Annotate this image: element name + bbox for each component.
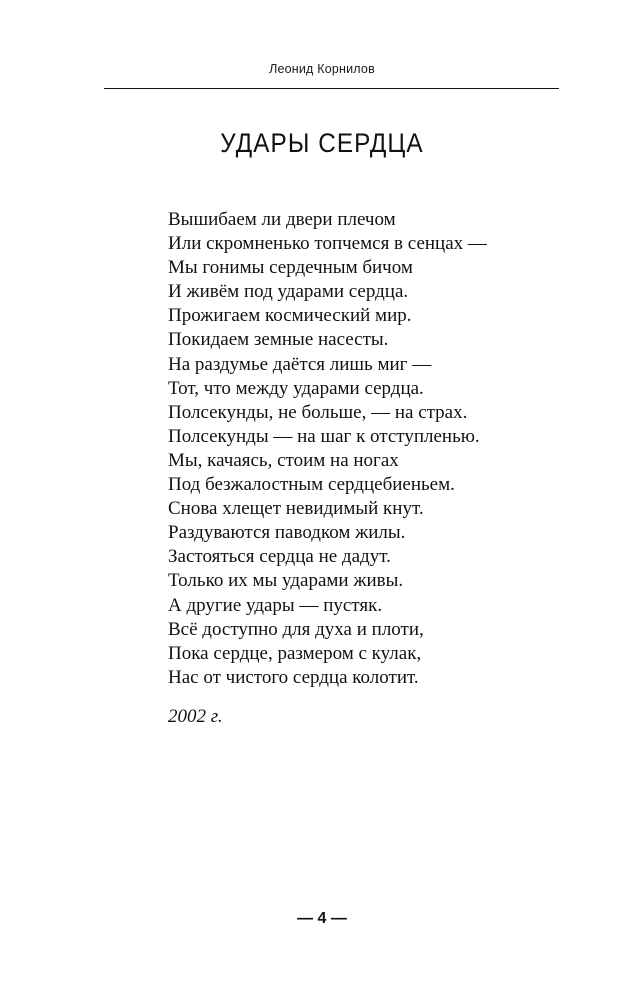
poem-line: Снова хлещет невидимый кнут. [168, 498, 424, 520]
poem-line: Только их мы ударами живы. [168, 570, 404, 592]
poem-line: Вышибаем ли двери плечом [168, 209, 396, 230]
poem-line: А другие удары — пустяк. [168, 594, 383, 616]
poem-line: Прожигаем космический мир. [168, 305, 412, 327]
poem-line: Раздуваются паводком жилы. [168, 522, 406, 544]
poem-title: УДАРЫ СЕРДЦА [220, 128, 424, 158]
poem-line: Или скромненько топчемся в сенцах — [168, 233, 487, 255]
poem-body [168, 208, 487, 690]
header-divider [104, 88, 559, 89]
poem-line: Мы, качаясь, стоим на ногах [168, 449, 399, 471]
poem-date: 2002 г. [168, 706, 223, 727]
poem-line: Мы гонимы сердечным бичом [168, 257, 413, 279]
poem-line: Пока сердце, размером с кулак, [168, 642, 422, 664]
poem-line: И живём под ударами сердца. [168, 281, 409, 303]
poem-line: Полсекунды, не больше, — на страх. [168, 401, 468, 423]
poem-line: Всё доступно для духа и плоти, [168, 618, 424, 640]
poem-line: Нас от чистого сердца колотит. [168, 666, 419, 688]
poem-line: Тот, что между ударами сердца. [168, 377, 424, 399]
page-number: — 4 — [297, 910, 347, 927]
poem-line: На раздумье даётся лишь миг — [168, 353, 432, 375]
poem-line: Покидаем земные насесты. [168, 329, 389, 351]
poem-line: Застояться сердца не дадут. [168, 546, 391, 568]
poem-line: Полсекунды — на шаг к отступленью. [168, 425, 480, 447]
running-header-author: Леонид Корнилов [269, 62, 375, 76]
poem-line: Под безжалостным сердцебиеньем. [168, 474, 455, 496]
